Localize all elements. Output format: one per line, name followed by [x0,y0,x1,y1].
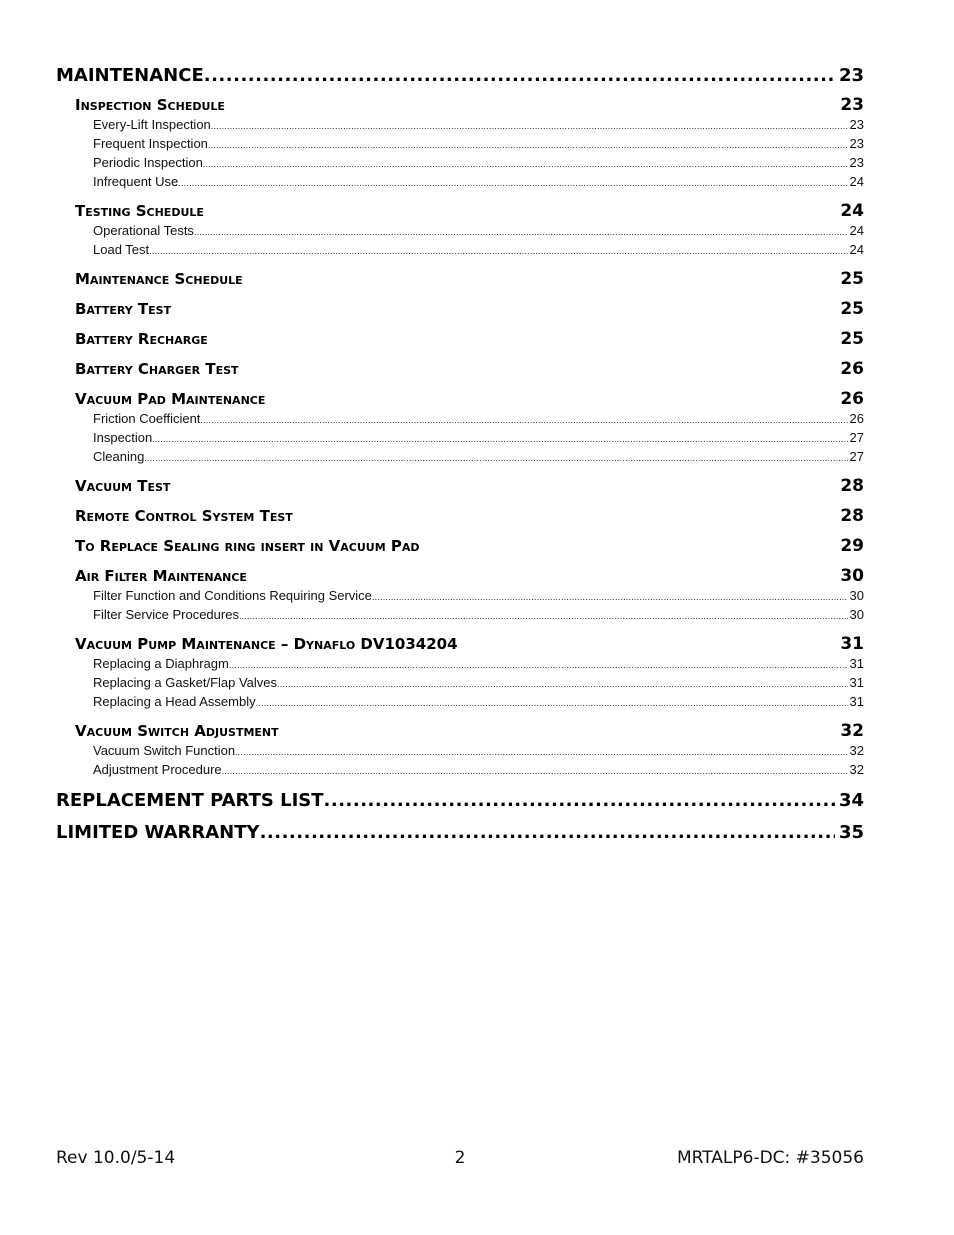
table-of-contents [56,64,864,845]
toc-dot-leader [324,789,835,813]
toc-subsection-entry[interactable] [56,654,864,673]
toc-entry-title: Vacuum Switch Function [93,743,236,758]
toc-subsection-entry[interactable] [56,605,864,624]
toc-entry-page: 32 [849,743,864,758]
toc-entry-page: 26 [849,411,864,426]
toc-section-entry[interactable] [56,299,864,319]
toc-section-entry[interactable] [56,329,864,349]
toc-subsection-entry[interactable] [56,221,864,240]
toc-subsection-entry[interactable] [56,760,864,779]
toc-entry-title: Battery Test [75,300,172,318]
toc-entry-page: 32 [840,721,864,741]
toc-entry-page: 24 [840,201,864,221]
toc-entry-title: Cleaning [93,449,145,464]
toc-entry-title: Every-Lift Inspection [93,117,211,132]
toc-dot-leader [229,654,848,675]
toc-chapter-entry[interactable] [56,821,864,845]
toc-entry-page: 23 [849,117,864,132]
toc-subsection-entry[interactable] [56,692,864,711]
toc-entry-page: 35 [838,822,864,843]
footer-page-number: 2 [454,1148,466,1168]
toc-entry-title: Inspection [93,430,153,445]
toc-entry-page: 24 [849,242,864,257]
toc-dot-leader [208,134,848,155]
toc-entry-page: 27 [849,430,864,445]
toc-section-entry[interactable] [56,566,864,586]
toc-section-entry[interactable] [56,476,864,496]
toc-dot-leader [152,428,847,449]
toc-entry-page: 27 [849,449,864,464]
toc-dot-leader [204,64,835,88]
toc-section-entry[interactable] [56,269,864,289]
toc-subsection-entry[interactable] [56,134,864,153]
toc-entry-page: 31 [849,656,864,671]
toc-entry-title: Infrequent Use [93,174,179,189]
toc-entry-page: 30 [849,588,864,603]
toc-entry-page: 30 [840,566,864,586]
toc-entry-title: Maintenance Schedule [75,270,243,288]
toc-entry-page: 25 [840,329,864,349]
toc-entry-title: MAINTENANCE [56,65,204,86]
toc-entry-page: 32 [849,762,864,777]
toc-section-entry[interactable] [56,634,864,654]
toc-entry-page: 23 [849,136,864,151]
toc-entry-page: 25 [840,299,864,319]
toc-subsection-entry[interactable] [56,172,864,191]
toc-entry-title: Load Test [93,242,150,257]
toc-entry-page: 23 [838,65,864,86]
toc-entry-title: Frequent Inspection [93,136,208,151]
toc-section-entry[interactable] [56,359,864,379]
toc-entry-page: 24 [849,223,864,238]
toc-entry-title: REPLACEMENT PARTS LIST [56,790,324,811]
toc-subsection-entry[interactable] [56,586,864,605]
toc-entry-title: Remote Control System Test [75,507,293,525]
toc-entry-title: Operational Tests [93,223,194,238]
toc-dot-leader [256,692,848,713]
toc-entry-page: 26 [840,389,864,409]
toc-dot-leader [178,172,847,193]
toc-dot-leader [211,115,848,136]
toc-entry-page: 24 [849,174,864,189]
toc-section-entry[interactable] [56,201,864,221]
toc-subsection-entry[interactable] [56,240,864,259]
toc-section-entry[interactable] [56,721,864,741]
toc-entry-title: Vacuum Pump Maintenance – Dynaflo DV1034204 [75,635,458,653]
toc-dot-leader [372,586,848,607]
toc-entry-title: Replacing a Head Assembly [93,694,256,709]
toc-entry-title: Battery Charger Test [75,360,239,378]
toc-entry-page: 26 [840,359,864,379]
toc-subsection-entry[interactable] [56,673,864,692]
toc-entry-title: Testing Schedule [75,202,204,220]
toc-entry-title: Vacuum Pad Maintenance [75,390,266,408]
toc-section-entry[interactable] [56,506,864,526]
toc-entry-page: 25 [840,269,864,289]
toc-entry-title: Vacuum Switch Adjustment [75,722,279,740]
toc-chapter-entry[interactable] [56,64,864,88]
toc-entry-page: 31 [849,694,864,709]
toc-dot-leader [149,240,847,261]
toc-entry-page: 34 [838,790,864,811]
toc-entry-title: Adjustment Procedure [93,762,222,777]
toc-entry-title: To Replace Sealing ring insert in Vacuum Pad [75,537,420,555]
toc-dot-leader [222,760,848,781]
toc-entry-title: Filter Service Procedures [93,607,239,622]
footer-document-id: MRTALP6-DC: #35056 [676,1148,864,1168]
toc-entry-page: 28 [840,506,864,526]
toc-section-entry[interactable] [56,536,864,556]
toc-dot-leader [144,447,847,468]
toc-dot-leader [200,409,847,430]
toc-subsection-entry[interactable] [56,115,864,134]
toc-entry-page: 31 [849,675,864,690]
toc-entry-title: Friction Coefficient [93,411,201,426]
toc-entry-title: Filter Function and Conditions Requiring Service [93,588,372,603]
toc-dot-leader [260,821,835,845]
toc-entry-title: Replacing a Gasket/Flap Valves [93,675,278,690]
toc-section-entry[interactable] [56,95,864,115]
toc-entry-title: Battery Recharge [75,330,208,348]
toc-dot-leader [203,153,848,174]
toc-entry-page: 30 [849,607,864,622]
toc-entry-page: 29 [840,536,864,556]
toc-subsection-entry[interactable] [56,447,864,466]
toc-entry-page: 31 [840,634,864,654]
toc-subsection-entry[interactable] [56,741,864,760]
toc-entry-title: Vacuum Test [75,477,171,495]
toc-entry-title: Periodic Inspection [93,155,203,170]
toc-subsection-entry[interactable] [56,428,864,447]
toc-section-entry[interactable] [56,389,864,409]
toc-chapter-entry[interactable] [56,789,864,813]
footer-revision: Rev 10.0/5-14 [56,1148,176,1168]
toc-entry-title: Inspection Schedule [75,96,225,114]
toc-entry-title: Air Filter Maintenance [75,567,247,585]
toc-entry-page: 23 [849,155,864,170]
toc-entry-title: Replacing a Diaphragm [93,656,229,671]
page-footer [56,1148,864,1174]
toc-dot-leader [277,673,848,694]
toc-dot-leader [235,741,847,762]
toc-entry-page: 23 [840,95,864,115]
toc-dot-leader [239,605,848,626]
toc-subsection-entry[interactable] [56,409,864,428]
toc-subsection-entry[interactable] [56,153,864,172]
toc-entry-page: 28 [840,476,864,496]
toc-dot-leader [194,221,848,242]
toc-entry-title: LIMITED WARRANTY [56,822,260,843]
